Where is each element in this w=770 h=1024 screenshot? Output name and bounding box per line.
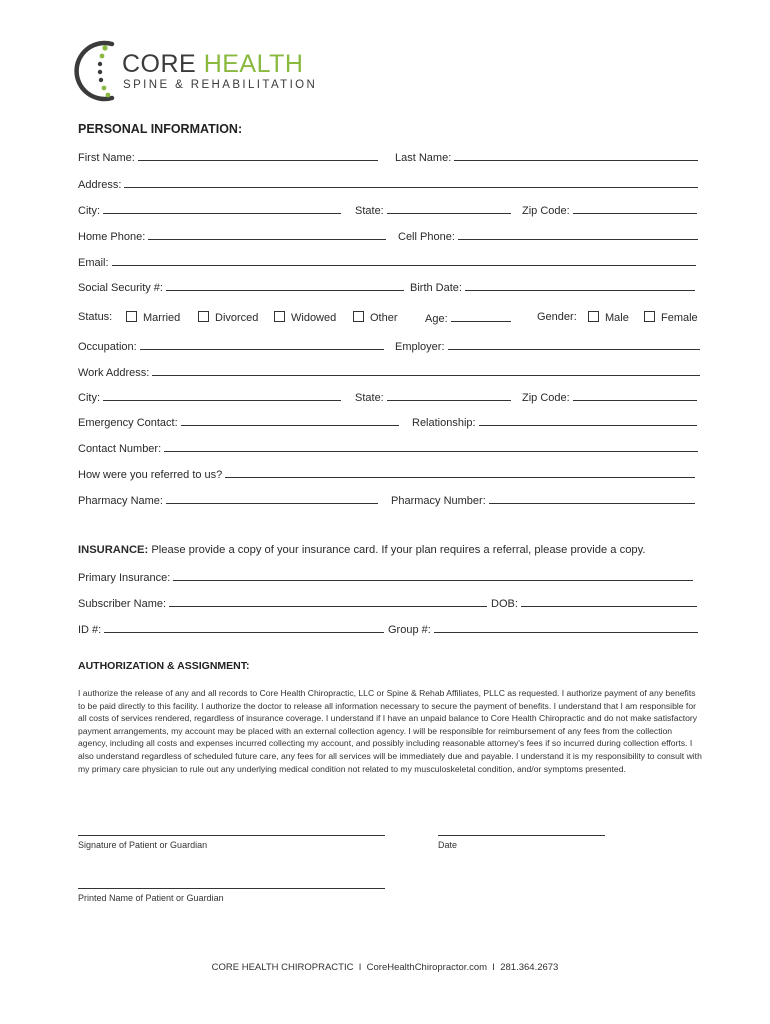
pharmacy-number-line[interactable] — [489, 493, 695, 504]
date-line[interactable] — [438, 835, 605, 836]
referred-field[interactable] — [78, 467, 695, 481]
email-field[interactable] — [78, 255, 696, 269]
last-name-field[interactable] — [395, 150, 698, 164]
work-zip-label: Zip Code: — [522, 392, 570, 404]
gender-female-checkbox[interactable] — [644, 311, 698, 324]
primary-insurance-label: Primary Insurance: — [78, 572, 171, 584]
dob-label: DOB: — [491, 598, 518, 610]
ssn-label: Social Security #: — [78, 282, 163, 294]
logo — [74, 38, 334, 104]
last-name-label: Last Name: — [395, 152, 452, 164]
relationship-field[interactable] — [412, 415, 697, 429]
email-line[interactable] — [112, 255, 696, 266]
email-label: Email: — [78, 257, 109, 269]
city-line[interactable] — [103, 203, 341, 214]
state-label: State: — [355, 205, 384, 217]
group-line[interactable] — [434, 622, 698, 633]
relationship-line[interactable] — [479, 415, 697, 426]
status-married-label: Married — [143, 312, 181, 324]
relationship-label: Relationship: — [412, 417, 476, 429]
employer-label: Employer: — [395, 341, 445, 353]
checkbox-icon[interactable] — [644, 311, 655, 322]
employer-field[interactable] — [395, 339, 700, 353]
primary-insurance-field[interactable] — [78, 570, 693, 584]
age-label: Age: — [425, 313, 448, 325]
zip-line[interactable] — [573, 203, 697, 214]
subscriber-name-label: Subscriber Name: — [78, 598, 167, 610]
emergency-contact-line[interactable] — [181, 415, 399, 426]
id-line[interactable] — [104, 622, 384, 633]
personal-section-title: PERSONAL INFORMATION: — [78, 122, 243, 136]
pharmacy-number-field[interactable] — [391, 493, 695, 507]
group-label: Group #: — [388, 624, 431, 636]
pharmacy-name-label: Pharmacy Name: — [78, 495, 163, 507]
referred-line[interactable] — [225, 467, 695, 478]
birth-date-line[interactable] — [465, 280, 695, 291]
state-line[interactable] — [387, 203, 511, 214]
contact-number-label: Contact Number: — [78, 443, 162, 455]
logo-tagline: SPINE & REHABILITATION — [123, 79, 318, 91]
address-line[interactable] — [124, 177, 698, 188]
birth-date-field[interactable] — [410, 280, 695, 294]
checkbox-icon[interactable] — [353, 311, 364, 322]
dob-field[interactable] — [491, 596, 697, 610]
authorization-text: I authorize the release of any and all records to Core Health Chiropractic, LLC or Spine & Rehab Affiliates, PLLC as requested. I authorize payment of any benefits to be paid directly to this facility. I authorize the doctor to release all information necessary to secure the payment of benefits. I understand that I am responsible for all costs of services rendered, regardless of insurance coverage. I understand if I have an unpaid balance to Core Health Chiropractic and do not make satisfactory payment arrangements, my account may be placed with an external collection agency. I will be responsible for reimbursement of any fees from the collection agency, including all costs and expenses incurred collecting my account, and possibly including reasonable attorney's fees if so incurred during collection efforts. I also understand regardless of scheduled future care, any fees for all services will be immediately due and payable. I understand it is my responsibility to consult with my primary care physician to rule out any underlying medical condition not related to my musculoskeletal condition, and/or symptoms presented. — [78, 688, 702, 774]
logo-wordmark — [122, 50, 303, 79]
referred-label: How were you referred to us? — [78, 469, 223, 481]
checkbox-icon[interactable] — [274, 311, 285, 322]
group-field[interactable] — [388, 622, 698, 636]
status-divorced-label: Divorced — [215, 312, 259, 324]
work-state-line[interactable] — [387, 390, 511, 401]
insurance-title: INSURANCE: — [78, 544, 149, 556]
pharmacy-number-label: Pharmacy Number: — [391, 495, 486, 507]
contact-number-field[interactable] — [78, 441, 698, 455]
status-married-checkbox[interactable] — [126, 311, 180, 324]
first-name-line[interactable] — [138, 150, 378, 161]
work-city-label: City: — [78, 392, 100, 404]
last-name-line[interactable] — [454, 150, 698, 161]
status-divorced-checkbox[interactable] — [198, 311, 258, 324]
city-field[interactable] — [78, 203, 341, 217]
checkbox-icon[interactable] — [126, 311, 137, 322]
work-address-label: Work Address: — [78, 367, 150, 379]
status-widowed-checkbox[interactable] — [274, 311, 336, 324]
logo-health-text: HEALTH — [203, 50, 304, 78]
work-city-field[interactable] — [78, 390, 341, 404]
primary-insurance-line[interactable] — [173, 570, 693, 581]
id-label: ID #: — [78, 624, 102, 636]
home-phone-label: Home Phone: — [78, 231, 146, 243]
birth-date-label: Birth Date: — [410, 282, 462, 294]
cell-phone-line[interactable] — [458, 229, 698, 240]
pharmacy-name-line[interactable] — [166, 493, 378, 504]
first-name-field[interactable] — [78, 150, 378, 164]
printed-name-line[interactable] — [78, 888, 385, 889]
work-city-line[interactable] — [103, 390, 341, 401]
home-phone-field[interactable] — [78, 229, 386, 243]
occupation-label: Occupation: — [78, 341, 137, 353]
city-label: City: — [78, 205, 100, 217]
status-other-checkbox[interactable] — [353, 311, 398, 324]
occupation-field[interactable] — [78, 339, 384, 353]
logo-core-text: CORE — [122, 50, 197, 78]
age-field[interactable] — [425, 311, 511, 325]
gender-male-label: Male — [605, 312, 629, 324]
id-field[interactable] — [78, 622, 384, 636]
insurance-heading — [78, 544, 646, 556]
work-zip-field[interactable] — [522, 390, 697, 404]
home-phone-line[interactable] — [148, 229, 386, 240]
pharmacy-name-field[interactable] — [78, 493, 378, 507]
address-field[interactable] — [78, 177, 698, 191]
emergency-contact-label: Emergency Contact: — [78, 417, 178, 429]
footer-contact: CORE HEALTH CHIROPRACTIC I CoreHealthChiropractor.com I 281.364.2673 — [211, 962, 559, 973]
insurance-note: Please provide a copy of your insurance card. If your plan requires a referral, please provide a copy. — [151, 544, 646, 556]
printed-name-label: Printed Name of Patient or Guardian — [78, 893, 224, 903]
checkbox-icon[interactable] — [198, 311, 209, 322]
work-state-field[interactable] — [355, 390, 511, 404]
status-other-label: Other — [370, 312, 398, 324]
first-name-label: First Name: — [78, 152, 135, 164]
checkbox-icon[interactable] — [588, 311, 599, 322]
subscriber-name-field[interactable] — [78, 596, 487, 610]
spine-logo-icon — [74, 38, 124, 104]
status-widowed-label: Widowed — [291, 312, 337, 324]
gender-female-label: Female — [661, 312, 698, 324]
contact-number-line[interactable] — [164, 441, 698, 452]
employer-line[interactable] — [448, 339, 700, 350]
occupation-line[interactable] — [140, 339, 384, 350]
address-label: Address: — [78, 179, 122, 191]
work-address-line[interactable] — [152, 365, 700, 376]
signature-line[interactable] — [78, 835, 385, 836]
status-label: Status: — [78, 311, 113, 323]
emergency-contact-field[interactable] — [78, 415, 399, 429]
cell-phone-field[interactable] — [398, 229, 698, 243]
age-line[interactable] — [451, 311, 511, 322]
work-address-field[interactable] — [78, 365, 700, 379]
date-label: Date — [438, 840, 458, 850]
dob-line[interactable] — [521, 596, 697, 607]
subscriber-name-line[interactable] — [169, 596, 487, 607]
cell-phone-label: Cell Phone: — [398, 231, 455, 243]
ssn-field[interactable] — [78, 280, 404, 294]
work-zip-line[interactable] — [573, 390, 697, 401]
signature-label: Signature of Patient or Guardian — [78, 840, 208, 850]
gender-label: Gender: — [537, 311, 577, 323]
authorization-title: AUTHORIZATION & ASSIGNMENT: — [78, 660, 250, 672]
work-state-label: State: — [355, 392, 384, 404]
ssn-line[interactable] — [166, 280, 404, 291]
zip-label: Zip Code: — [522, 205, 570, 217]
state-field[interactable] — [355, 203, 511, 217]
zip-field[interactable] — [522, 203, 697, 217]
gender-male-checkbox[interactable] — [588, 311, 629, 324]
